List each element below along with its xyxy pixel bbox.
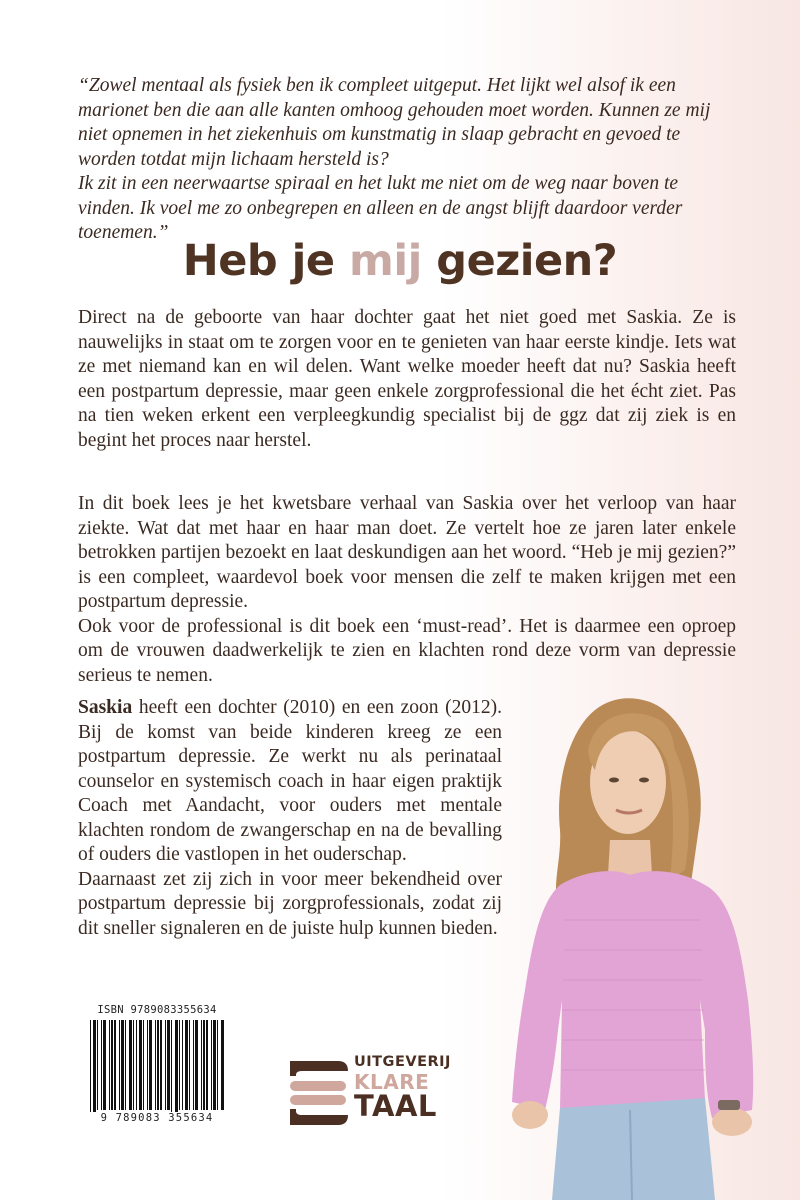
book-title-headline — [0, 236, 800, 286]
author-bio-paragraph-1 — [78, 696, 502, 868]
barcode-bar — [121, 1020, 124, 1110]
headline-accent-word: mij — [349, 236, 422, 286]
blurb-paragraph-2: In dit boek lees je het kwetsbare verhaal van Saskia over het verloop van haar ziekte. Wat dat met haar en haar man doet. Ze vertelt hoe ze jaren later enkele betrokken partijen bezoekt en laat deskundigen aan het woord. “Heb je mij gezien?” is een compleet, waardevol boek voor mensen die zelf te maken krijgen met een postpartum depressie. — [78, 493, 736, 612]
publisher-logo-icon — [288, 1057, 350, 1129]
barcode-bar — [125, 1020, 126, 1110]
author-bio-paragraph-2: Daarnaast zet zij zich in voor meer bekendheid over postpartum depressie bij zorgprofessionals, zodat zij dit sneller signaleren en de juiste hulp kunnen bieden. — [78, 868, 502, 939]
barcode-bar — [179, 1020, 180, 1110]
barcode-bar — [211, 1020, 212, 1110]
isbn-label: ISBN 9789083355634 — [97, 1004, 217, 1016]
barcode-bar — [90, 1020, 91, 1116]
barcode-bar — [195, 1020, 198, 1110]
barcode-bar — [213, 1020, 216, 1110]
barcode-bar — [129, 1020, 132, 1110]
publisher-line-1: UITGEVERIJ — [354, 1054, 451, 1070]
barcode-bar — [165, 1020, 166, 1110]
barcode-bar — [189, 1020, 190, 1110]
barcode-bar — [167, 1020, 170, 1110]
publisher-name — [354, 1055, 451, 1121]
blurb-paragraph-1: Direct na de geboorte van haar dochter gaat het niet goed met Saskia. Ze is nauwelijks in staat om te zorgen voor en te genieten van haar eerste kindje. Iets wat ze met niemand kan en wil delen. Want welke moeder heeft dat nu? Saskia heeft een postpartum depressie, maar geen enkele zorgprofessional die het écht ziet. Pas na tien weken erkent een verpleegkundig specialist bij de ggz dat zij ziek is en begint het proces naar herstel. — [78, 307, 736, 451]
headline-part-1: Heb je — [182, 236, 350, 286]
barcode-bar — [160, 1020, 162, 1110]
barcode-bar — [155, 1020, 156, 1110]
headline-part-2: gezien? — [421, 236, 618, 286]
publisher-logo — [288, 1055, 458, 1130]
barcode-bar — [114, 1020, 116, 1110]
barcode-bar — [103, 1020, 106, 1110]
barcode-bar — [111, 1020, 113, 1110]
barcode-bar — [136, 1020, 137, 1110]
back-cover-quote — [78, 74, 738, 246]
blurb-paragraph-3: Ook voor de professional is dit boek een ‘must-read’. Het is daarmee een oproep om de vrouwen daadwerkelijk te zien en klachten rond deze vorm van depressie serieus te nemen. — [78, 615, 736, 686]
barcode-bar — [97, 1020, 98, 1110]
barcode-bar — [157, 1020, 159, 1110]
isbn-barcode — [82, 1004, 232, 1130]
publisher-line-2: KLARE — [354, 1069, 430, 1094]
blurb-paragraph-2-group — [78, 492, 736, 688]
barcode-bar — [206, 1020, 208, 1110]
barcode-bar — [93, 1020, 96, 1116]
publisher-line-3: TAAL — [354, 1088, 437, 1123]
barcode-bar — [133, 1020, 134, 1110]
barcode-bar — [101, 1020, 102, 1110]
barcode-bar — [203, 1020, 205, 1110]
author-photo — [500, 670, 780, 1200]
barcode-bar — [185, 1020, 188, 1110]
quote-paragraph-1: “Zowel mentaal als fysiek ben ik compleet uitgeput. Het lijkt wel alsof ik een marionet ben die aan alle kanten omhoog gehouden moet worden. Kunnen ze mij niet opnemen in het ziekenhuis om kunstmatig in slaap gebracht en gevoed te worden totdat mijn lichaam hersteld is? — [78, 75, 711, 170]
author-bio-text-1: heeft een dochter (2010) en een zoon (2012). Bij de komst van beide kinderen kreeg ze een postpartum depressie. Ze werkt nu als perinataal counselor en systemisch coach in haar eigen praktijk Coach met Aandacht, voor ouders met mentale klachten rondom de zwangerschap en na de bevalling of ouders die vastlopen in het ouderschap. — [78, 697, 502, 865]
barcode-bar — [171, 1020, 172, 1116]
author-name: Saskia — [78, 697, 133, 718]
barcode-bar — [119, 1020, 120, 1110]
author-bio — [78, 696, 502, 941]
barcode-bar — [139, 1020, 142, 1110]
barcode-bar — [175, 1020, 178, 1116]
isbn-digits: 9 789083 355634 — [82, 1112, 232, 1124]
barcode-bar — [193, 1020, 194, 1110]
barcode-bar — [201, 1020, 202, 1110]
barcode-bar — [143, 1020, 144, 1110]
barcode-bar — [217, 1020, 218, 1110]
barcode-bar — [221, 1020, 224, 1110]
barcode-bar — [109, 1020, 110, 1110]
barcode-bar — [149, 1020, 152, 1110]
quote-paragraph-2: Ik zit in een neerwaartse spiraal en het lukt me niet om de weg naar boven te vinden. Ik voel me zo onbegrepen en alleen en de angst blijft daardoor verder toenemen.” — [78, 173, 683, 243]
barcode-bar — [182, 1020, 183, 1110]
barcode-bar — [147, 1020, 148, 1110]
